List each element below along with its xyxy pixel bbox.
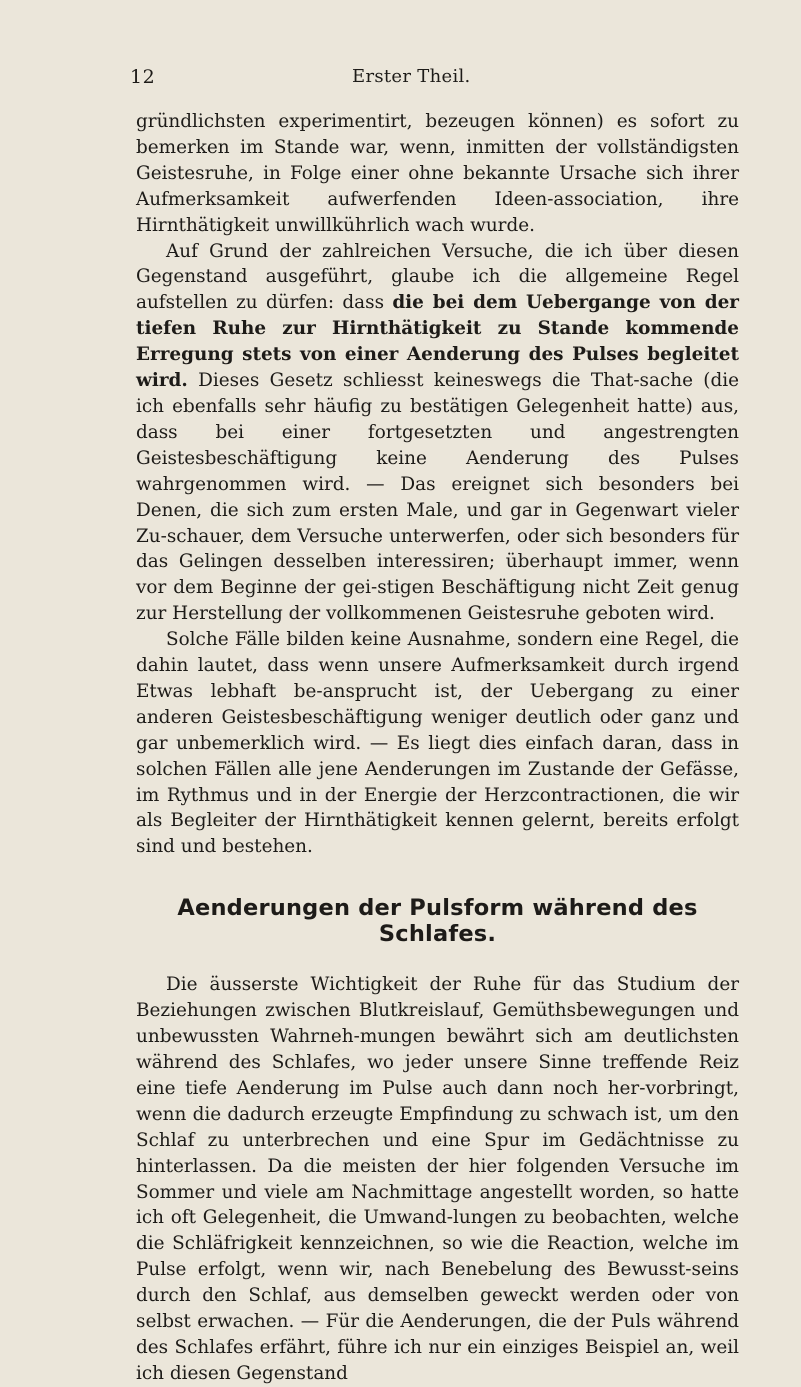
paragraph-cases: Solche Fälle bilden keine Ausnahme, sondern eine Regel, die dahin lautet, dass wenn unsere Aufmerksamkeit durch irgend Etwas lebhaft be-ansprucht ist, der Uebergang zu einer anderen Geistesbeschäftigung weniger deutlich oder ganz und gar unbemerklich wird. — Es liegt dies einfach daran, dass in solchen Fällen alle jene Aenderungen im Zustande der Gefässe, im Rythmus und in der Energie der Herzcontractionen, die wir als Begleiter der Hirnthätigkeit kennen gelernt, bereits erfolgt sind und bestehen. (136, 629, 739, 858)
paragraph-continued: gründlichsten experimentirt, bezeugen können) es sofort zu bemerken im Stande war, wenn, inmitten der vollständigsten Geistesruhe, in Folge einer ohne bekannte Ursache sich ihrer Aufmerksamkeit aufwerfenden Ideen-association, ihre Hirnthätigkeit unwillkührlich wach wurde. (136, 111, 739, 236)
running-head (0, 66, 801, 96)
paragraph-rule-rest: Dieses Gesetz schliesst keineswegs die That-sache (die ich ebenfalls sehr häufig zu bestätigen Gelegenheit hatte) aus, dass bei einer fortgesetzten und angestrengten Geistesbeschäftigung keine Aenderung des Pulses wahrgenommen wird. — Das ereignet sich besonders bei Denen, die sich zum ersten Male, und gar in Gegenwart vieler Zu-schauer, dem Versuche unterwerfen, oder sich besonders für das Gelingen desselben interessiren; überhaupt immer, wenn vor dem Beginne der gei-stigen Beschäftigung nicht Zeit genug zur Herstellung der vollkommenen Geistesruhe geboten wird. (136, 370, 739, 625)
emphasized-rule: die bei dem Uebergange von der tiefen Ruhe zur Hirnthätigkeit zu Stande kommende Erregung stets von einer Aenderung des Pulses begleitet wird. (136, 292, 740, 392)
page-body (136, 109, 739, 1387)
page-number: 12 (130, 66, 156, 88)
paragraph-sleep: Die äusserste Wichtigkeit der Ruhe für das Studium der Beziehungen zwischen Blutkreislauf, Gemüthsbewegungen und unbewussten Wahrneh-mungen bewährt sich am deutlichsten während des Schlafes, wo jeder unsere Sinne treffende Reiz eine tiefe Aenderung im Pulse auch dann noch her-vorbringt, wenn die dadurch erzeugte Empfindung zu schwach ist, um den Schlaf zu unterbrechen und eine Spur im Gedächtnisse zu hinterlassen. Da die meisten der hier folgenden Versuche im Sommer und viele am Nachmittage angestellt worden, so hatte ich oft Gelegenheit, die Umwand-lungen zu beobachten, welche die Schläfrigkeit kennzeichnen, so wie die Reaction, welche im Pulse erfolgt, wenn wir, nach Benebelung des Bewusst-seins durch den Schlaf, aus demselben geweckt werden oder von selbst erwachen. — Für die Aenderungen, die der Puls während des Schlafes erfährt, führe ich nur ein einziges Beispiel an, weil ich diesen Gegenstand (136, 974, 739, 1384)
running-head-title: Erster Theil. (352, 66, 471, 87)
paragraph-rule (136, 239, 739, 628)
section-heading: Aenderungen der Pulsform während des Schlafes. (177, 895, 698, 948)
paragraph-rule-intro: Auf Grund der zahlreichen Versuche, die ich über diesen Gegenstand ausgeführt, glaube ich die allgemeine Regel aufstellen zu dürfen: dass (136, 240, 739, 314)
